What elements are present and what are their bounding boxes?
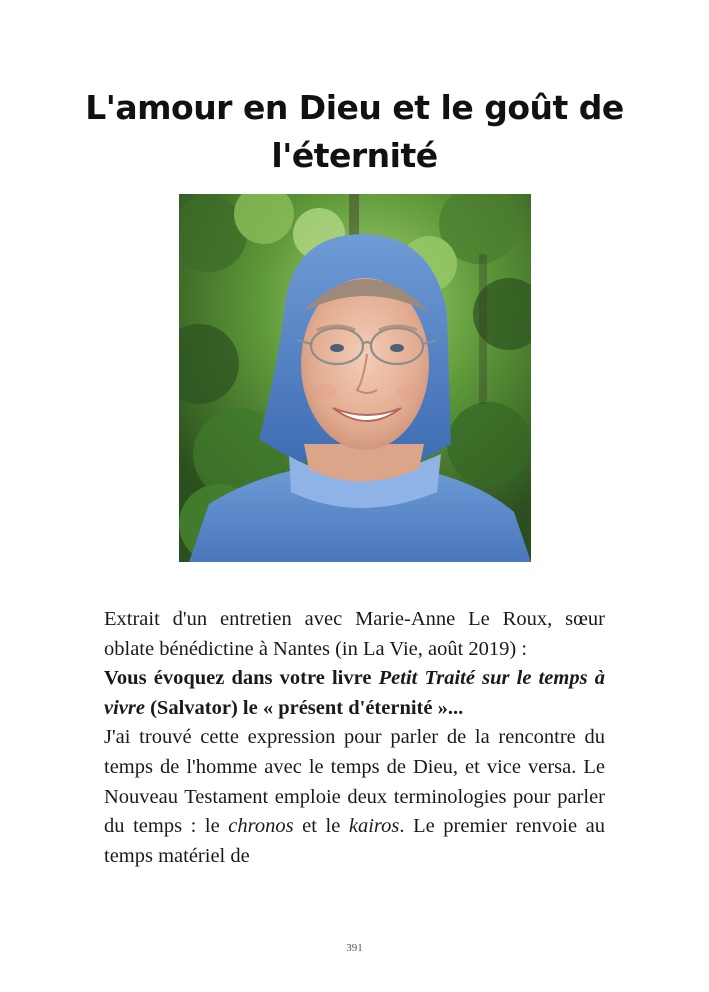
term-kairos: kairos	[348, 815, 400, 838]
page-number: 391	[346, 942, 363, 954]
answer-text-2: et le	[293, 815, 349, 838]
intro-paragraph: Extrait d'un entretien avec Marie-Anne Le Roux, sœur oblate bénédictine à Nantes (in La Vie, août 2019) :	[104, 608, 605, 660]
question-text-1: Vous évoquez dans votre livre	[104, 667, 379, 690]
interview-question	[104, 664, 605, 723]
portrait-photo	[179, 194, 531, 562]
book-title: Petit Traité sur le temps à vivre	[104, 667, 605, 719]
page-title	[60, 84, 649, 180]
article-body	[104, 605, 605, 871]
answer-text-1: J'ai trouvé cette expression pour parler de la rencontre du temps de l'homme avec le temps de Dieu, et vice versa. Le Nouveau Testament emploie deux terminologies pour parler du temps : le	[104, 726, 605, 838]
question-text-2: (Salvator) le « présent d'éternité »...	[144, 696, 464, 719]
term-chronos: chronos	[228, 815, 294, 838]
title-line-2: l'éternité	[271, 136, 438, 175]
interview-answer	[104, 723, 605, 871]
answer-text-3: . Le premier renvoie au temps matériel de	[104, 815, 605, 867]
title-line-1: L'amour en Dieu et le goût de	[85, 88, 624, 127]
